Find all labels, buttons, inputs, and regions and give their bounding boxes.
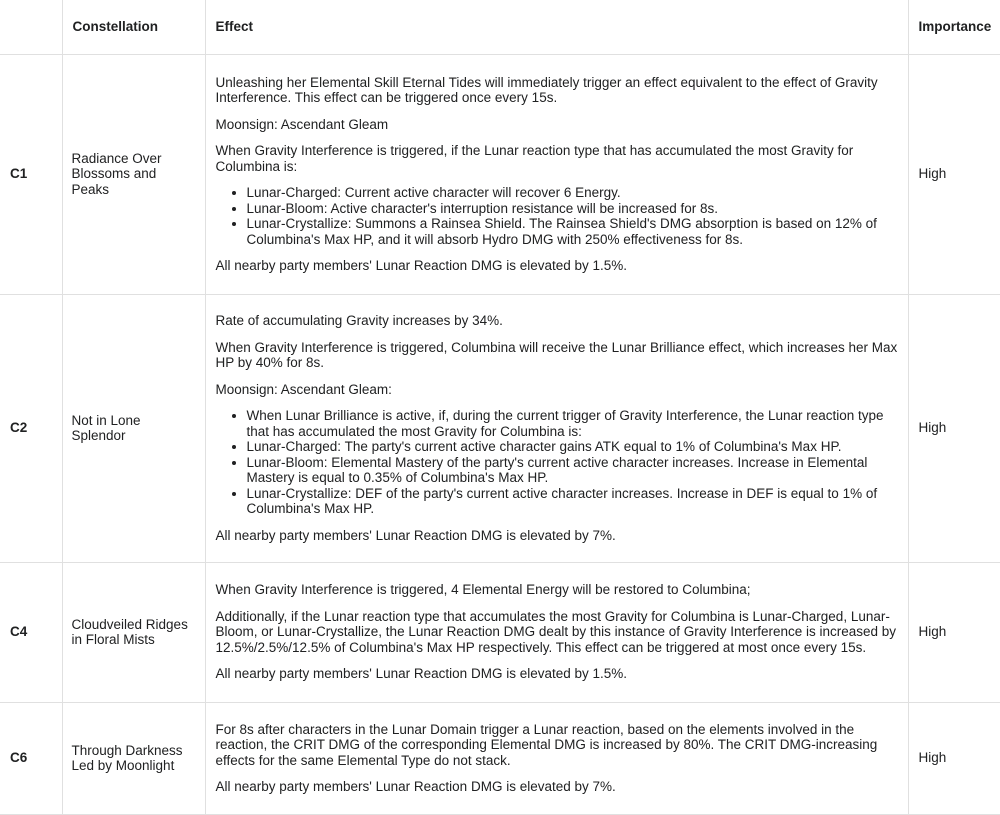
effect-paragraph: For 8s after characters in the Lunar Domain trigger a Lunar reaction, based on the elements involved in the reaction, the CRIT DMG of the corresponding Elemental DMG is increased by 80%. The CRIT DMG-increasing effects for the same Elemental Type do not stack. — [215, 721, 878, 768]
table-row — [0, 562, 1000, 702]
header-effect: Effect — [205, 0, 908, 54]
effect-paragraph: All nearby party members' Lunar Reaction DMG is elevated by 7%. — [215, 779, 616, 794]
constellation-code-cell: C1 — [0, 54, 62, 294]
header-constellation: Constellation — [62, 0, 205, 54]
effect-list-item: • Lunar-Bloom: Elemental Mastery of the party's current active character increases. Increase in Elemental Mastery is equal to 0.35% of Columbina's Max HP. — [247, 455, 898, 486]
table-row — [0, 702, 1000, 814]
effect-list-item: • Lunar-Crystallize: Summons a Rainsea Shield. The Rainsea Shield's DMG absorption is based on 12% of Columbina's Max HP, and it will absorb Hydro DMG with 250% effectiveness for 8s. — [247, 216, 898, 247]
effect-cell — [205, 702, 908, 814]
constellation-name-cell: Cloudveiled Ridges in Floral Mists — [62, 562, 205, 702]
effect-list-item: • Lunar-Crystallize: DEF of the party's current active character increases. Increase in DEF is equal to 1% of Columbina's Max HP. — [247, 486, 898, 517]
table-row — [0, 294, 1000, 562]
effect-paragraph: When Gravity Interference is triggered, 4 Elemental Energy will be restored to Columbina; — [215, 582, 751, 598]
effect-cell — [205, 54, 908, 294]
effect-paragraph: All nearby party members' Lunar Reaction DMG is elevated by 1.5%. — [215, 666, 628, 682]
effect-paragraph: Rate of accumulating Gravity increases by 34%. — [215, 313, 503, 328]
header-row — [0, 0, 1000, 54]
constellation-code-cell: C2 — [0, 294, 62, 562]
effect-paragraph: Moonsign: Ascendant Gleam — [215, 116, 389, 132]
effect-paragraph: All nearby party members' Lunar Reaction DMG is elevated by 7%. — [215, 527, 616, 543]
effect-list-item: • Lunar-Charged: The party's current active character gains ATK equal to 1% of Columbina's Max HP. — [247, 439, 898, 455]
effect-paragraph: Additionally, if the Lunar reaction type that accumulates the most Gravity for Columbina is Lunar-Charged, Lunar-Bloom, or Lunar-Crystallize, the Lunar Reaction DMG dealt by this instance of Gravity Interference is increased by 12.5%/2.5%/12.5% of Columbina's Max HP respectively. This effect can be triggered at most once every 15s. — [215, 608, 897, 655]
effect-paragraph: All nearby party members' Lunar Reaction DMG is elevated by 1.5%. — [215, 258, 628, 273]
effect-paragraph: When Gravity Interference is triggered, Columbina will receive the Lunar Brilliance effect, which increases her Max HP by 40% for 8s. — [215, 339, 898, 370]
importance-cell: High — [908, 294, 1000, 562]
effect-paragraph: Moonsign: Ascendant Gleam: — [215, 381, 392, 397]
effect-paragraph: When Gravity Interference is triggered, if the Lunar reaction type that has accumulated the most Gravity for Columbina is: — [215, 143, 854, 174]
importance-cell: High — [908, 54, 1000, 294]
effect-paragraph: Unleashing her Elemental Skill Eternal Tides will immediately trigger an effect equivalent to the effect of Gravity Interference. This effect can be triggered once every 15s. — [215, 74, 878, 105]
effect-list-item: • Lunar-Bloom: Active character's interruption resistance will be increased for 8s. — [247, 201, 898, 217]
header-code-cell — [0, 0, 62, 54]
effect-cell — [205, 562, 908, 702]
table-row — [0, 54, 1000, 294]
effect-cell — [205, 294, 908, 562]
constellation-name-cell: Radiance Over Blossoms and Peaks — [62, 54, 205, 294]
effect-list-item: • Lunar-Charged: Current active character will recover 6 Energy. — [247, 185, 898, 201]
constellation-name-cell: Not in Lone Splendor — [62, 294, 205, 562]
effect-list-item: • When Lunar Brilliance is active, if, during the current trigger of Gravity Interference, the Lunar reaction type that has accumulated the most Gravity for Columbina is: — [247, 408, 898, 439]
importance-cell: High — [908, 702, 1000, 814]
importance-cell: High — [908, 562, 1000, 702]
header-importance: Importance — [908, 0, 1000, 54]
constellation-code-cell: C4 — [0, 562, 62, 702]
effect-list — [216, 185, 898, 247]
constellation-code-cell: C6 — [0, 702, 62, 814]
effect-list — [216, 408, 898, 517]
constellation-name-cell: Through Darkness Led by Moonlight — [62, 702, 205, 814]
